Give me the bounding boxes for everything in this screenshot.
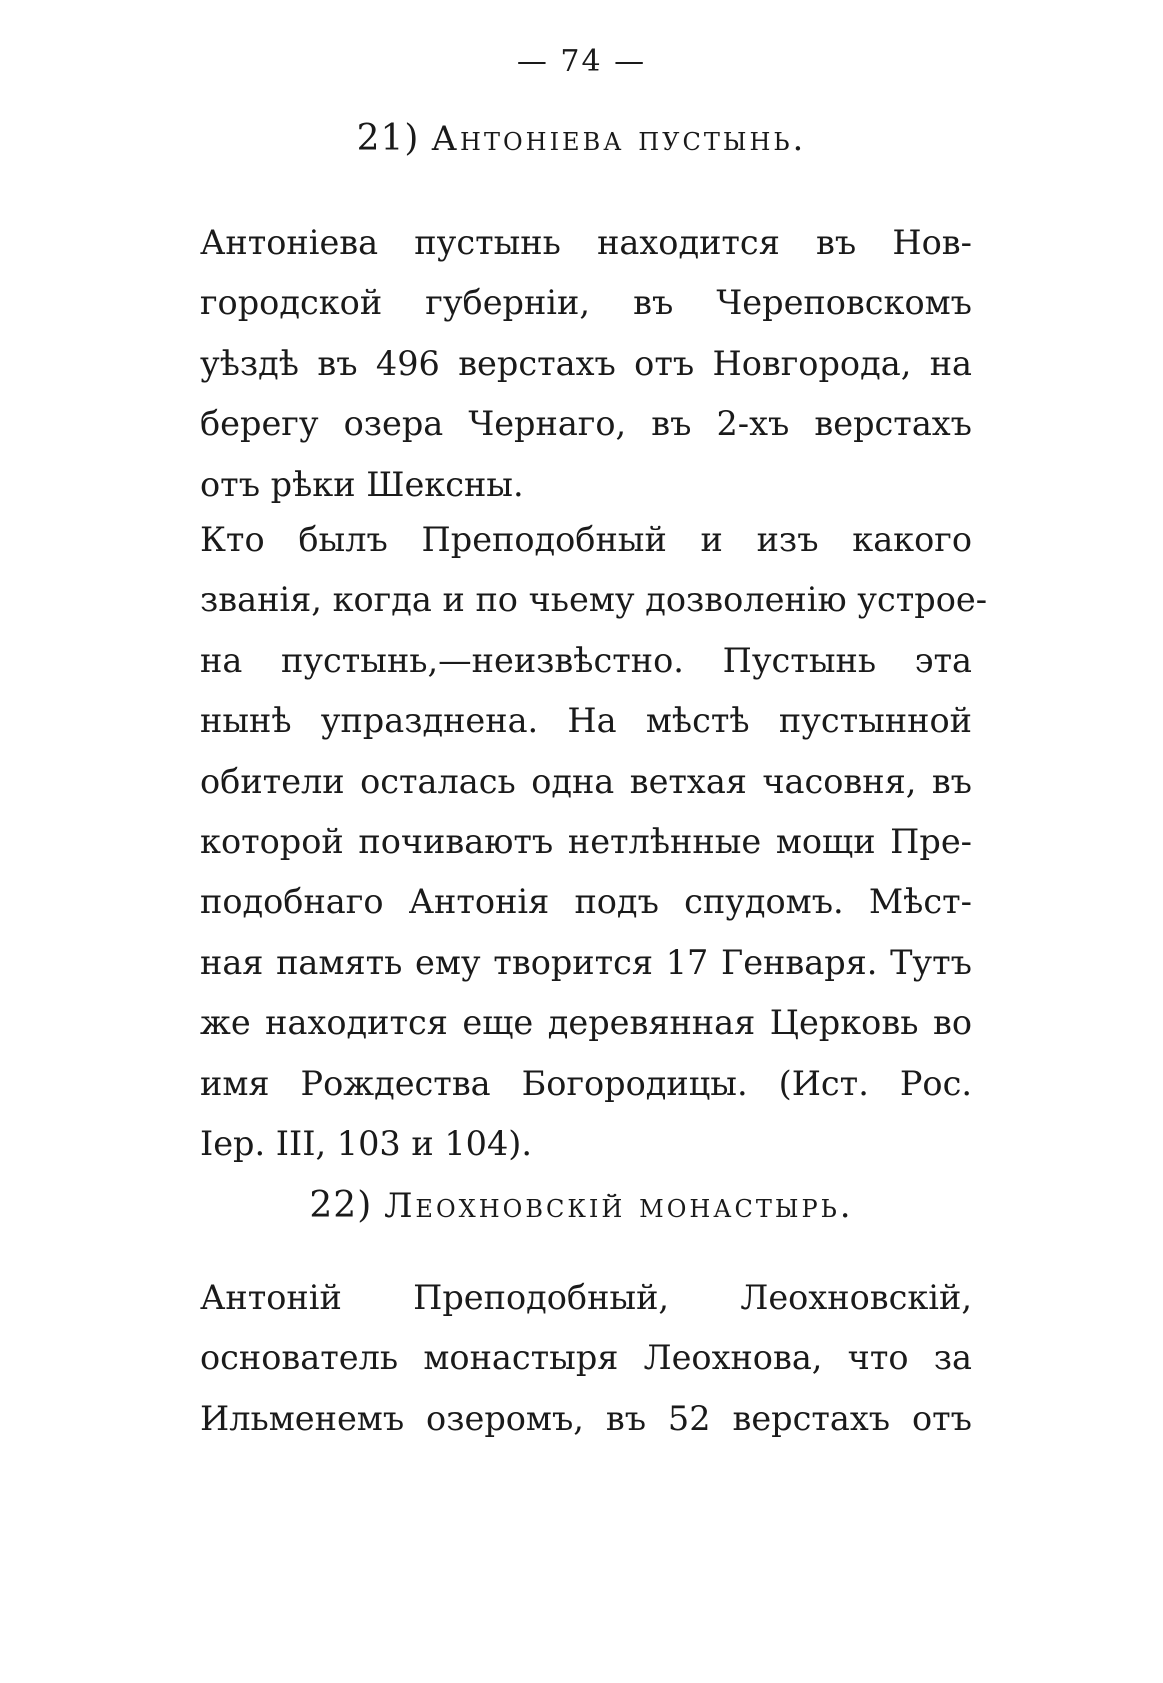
- text-line: городской губерніи, въ Череповскомъ: [200, 283, 972, 323]
- text-line: берегу озера Чернаго, въ 2-хъ верстахъ: [200, 404, 972, 444]
- text-line: Ильменемъ озеромъ, въ 52 верстахъ отъ: [200, 1398, 972, 1438]
- text-line: на пустынь,—неизвѣстно. Пустынь эта: [200, 640, 972, 680]
- text-line: основатель монастыря Леохнова, что за: [200, 1338, 972, 1378]
- section-21-number: 21): [356, 118, 420, 159]
- section-21-heading: [0, 118, 1163, 159]
- text-line: подобнаго Антонія подъ спудомъ. Мѣст-: [200, 882, 972, 922]
- text-line: же находится еще деревянная Церковь во: [200, 1003, 972, 1043]
- section-22-heading: [0, 1185, 1163, 1226]
- section-21-title: Антоніева пустынь.: [431, 119, 807, 159]
- text-line: уѣздѣ въ 496 верстахъ отъ Новгорода, на: [200, 343, 972, 383]
- paragraph-antonieva-location: [200, 213, 972, 515]
- section-22-title: Леохновскій монастырь.: [384, 1186, 854, 1226]
- text-line: Антоній Преподобный, Леохновскій,: [200, 1278, 972, 1317]
- paragraph-leokhnovsky: [200, 1268, 972, 1449]
- section-22-number: 22): [309, 1185, 373, 1226]
- text-line: нынѣ упразднена. На мѣстѣ пустынной: [200, 701, 972, 741]
- text-line: Кто былъ Преподобный и изъ какого: [200, 520, 972, 559]
- text-line: отъ рѣки Шексны.: [200, 464, 524, 504]
- text-line: имя Рождества Богородицы. (Ист. Рос.: [200, 1063, 972, 1103]
- paragraph-antonieva-history: [200, 510, 988, 1174]
- text-line: которой почиваютъ нетлѣнные мощи Пре-: [200, 822, 972, 862]
- text-line: Антоніева пустынь находится въ Нов-: [200, 223, 972, 262]
- page-number: — 74 —: [516, 44, 647, 79]
- text-line: ная память ему творится 17 Генваря. Тутъ: [200, 942, 972, 982]
- text-line: званія, когда и по чьему дозволенію устрое-: [200, 580, 988, 620]
- text-line: обители осталась одна ветхая часовня, въ: [200, 761, 972, 801]
- text-line: Іер. III, 103 и 104).: [200, 1124, 533, 1164]
